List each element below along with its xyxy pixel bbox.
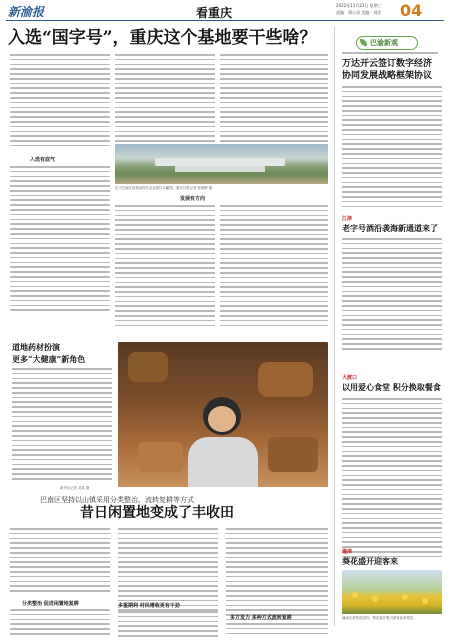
brand-badge [356,36,418,50]
lead-subhead-1: 入选有底气 [30,157,56,163]
lead-headline: 入选“国字号”，重庆这个基地要干些啥？ [8,28,317,48]
bottom-kicker: 巴南区坚持以山镇采用分类整治、流转复耕等方式 [40,496,194,504]
lead-body-col1b [10,166,110,314]
lead-subhead-2: 发展有方向 [180,196,206,202]
jiangjin-tag: 江津 [342,216,353,222]
brand-label: 巴渝新观 [370,38,398,47]
masthead [0,0,450,22]
bottom-subhead-3: 多方发力 多种方式流转复耕 [230,615,292,621]
lead-body-col2 [115,54,215,150]
tongnan-caption: 潼南区某葵花园内，葵花盛开吸引游客前来观赏。 [342,616,417,620]
road-photo [118,342,328,487]
bottom-col2b [118,611,218,640]
paper-logo: 新渝报 [8,5,45,19]
tongnan-photo [342,570,442,614]
bottom-headline: 昔日闲置地变成了丰收田 [80,505,234,521]
road-byline: 新华社记者 刘某 摄 [60,486,90,490]
road-headline-2: 更多“大健康”新角色 [12,354,86,364]
right-top-body [342,86,442,210]
lead-body-col1 [10,54,110,150]
right-headline-2: 协同发展战略框架协议 [342,71,433,81]
road-headline-1: 道地药材扮演 [12,342,60,352]
dazu-tag: 大渡口 [342,375,358,381]
bottom-col3b [226,623,328,637]
column-divider [334,26,335,626]
dazu-headline: 以用爱心食堂 积分换取餐食 [342,382,441,392]
lead-body-col3 [220,54,328,150]
right-headline-1: 万达开云签订数字经济 [342,59,433,69]
page-number: 04 [400,1,423,20]
page-info: 责编：谭小清 美编：刘洋 [336,10,382,15]
section-title: 看重庆 [196,6,233,20]
jiangjin-body [342,238,442,353]
bottom-col1b [10,609,110,638]
bottom-subhead-1: 分类整治 促进闲置地复耕 [22,601,79,607]
lead-photo-caption: 位于巴南区的某某现代农业园区鸟瞰图。重庆日报记者 张锦辉 摄 [115,186,213,190]
leaf-icon [360,39,367,46]
bottom-col1 [10,528,110,595]
date-line: 2022年11月23日 星期三 [336,3,382,8]
dazu-body [342,398,442,561]
right-byline [342,52,438,57]
lead-body-col3b [220,205,328,329]
tongnan-headline: 葵花盛开迎客来 [342,556,398,566]
lead-photo [115,144,328,184]
road-body [12,368,112,483]
tongnan-tag: 潼南 [342,549,353,555]
lead-body-col2b [115,205,215,329]
masthead-rule [6,20,444,21]
jiangjin-headline: 老字号酒沿袭海新通道来了 [342,223,438,233]
bottom-subhead-2: 多重期利 村民增收更有干劲 [118,603,180,609]
